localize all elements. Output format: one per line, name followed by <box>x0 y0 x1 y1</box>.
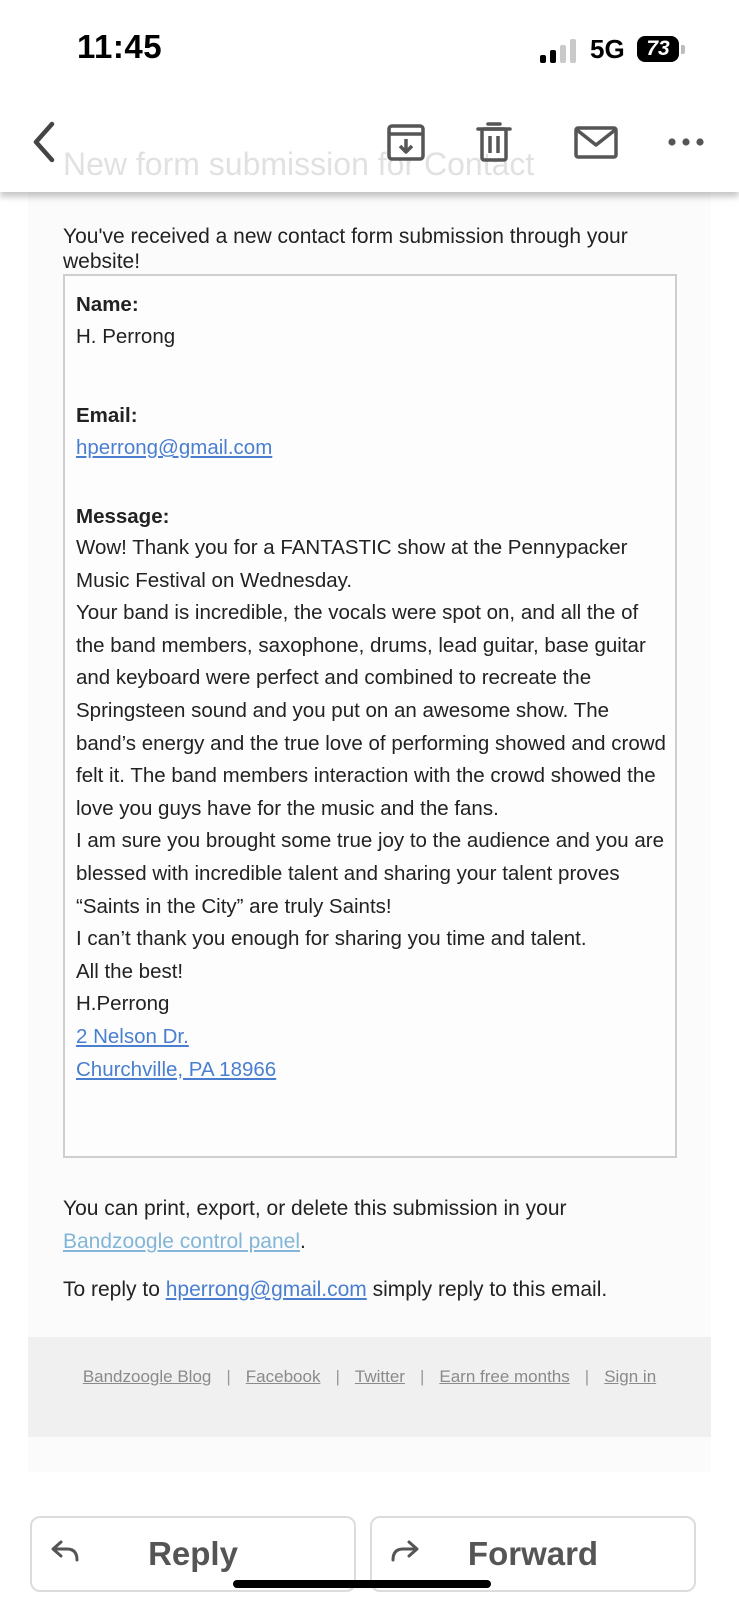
trash-icon[interactable] <box>470 118 518 166</box>
email-label: Email: <box>76 404 138 427</box>
footer-separator: | <box>419 1367 425 1386</box>
more-icon[interactable] <box>662 118 710 166</box>
reply-note-prefix: To reply to <box>63 1278 166 1301</box>
battery-icon <box>637 36 685 62</box>
reply-note-suffix: simply reply to this email. <box>366 1278 608 1301</box>
message-label: Message: <box>76 505 170 528</box>
message-line: Your band is incredible, the vocals were spot on, and all the of the band members, saxophone, drums, lead guitar, base guitar and keyboard were perfect and combined to recreate the Springsteen sound and you put on an awesome show. The band’s energy and the true love of performing showed and crowd felt it. The band members interaction with the crowd showed the love you guys have for the music and the fans. <box>76 601 666 820</box>
forward-label: Forward <box>467 1535 599 1572</box>
print-note-suffix: . <box>300 1230 306 1253</box>
email-toolbar <box>0 100 739 192</box>
intro-text: You've received a new contact form submission through your website! <box>63 225 628 273</box>
footer-link-blog[interactable]: Bandzoogle Blog <box>82 1367 212 1386</box>
address-link-line2[interactable]: Churchville, PA 18966 <box>76 1057 277 1081</box>
control-panel-link[interactable]: Bandzoogle control panel <box>63 1230 301 1253</box>
reply-label: Reply <box>148 1535 238 1572</box>
message-line: I am sure you brought some true joy to the audience and you are blessed with incredible talent and sharing your talent proves “Saints in the City” are truly Saints! <box>76 829 665 918</box>
footer-link-sign-in[interactable]: Sign in <box>604 1367 657 1386</box>
address-link-line1[interactable]: 2 Nelson Dr. <box>76 1024 189 1048</box>
sender-email-link[interactable]: hperrong@gmail.com <box>76 436 273 459</box>
status-time: 11:45 <box>77 28 163 65</box>
message-body <box>76 532 666 1086</box>
back-arrow-icon[interactable] <box>22 118 70 166</box>
message-line: H.Perrong <box>76 992 170 1016</box>
message-line: I can’t thank you enough for sharing you time and talent. <box>76 927 587 951</box>
message-line: Wow! Thank you for a FANTASTIC show at the Pennypacker Music Festival on Wednesday. <box>76 536 628 592</box>
archive-icon[interactable] <box>382 118 430 166</box>
network-type: 5G <box>590 34 625 64</box>
footer-separator: | <box>584 1367 590 1386</box>
footer-link-facebook[interactable]: Facebook <box>245 1367 321 1386</box>
reply-email-link[interactable]: hperrong@gmail.com <box>165 1278 367 1301</box>
footer-link-twitter[interactable]: Twitter <box>354 1367 405 1386</box>
submission-box <box>63 274 677 1158</box>
print-note <box>63 1192 683 1258</box>
footer-separator: | <box>226 1367 231 1386</box>
footer-separator: | <box>335 1367 340 1386</box>
footer-link-earn-free-months[interactable]: Earn free months <box>439 1367 570 1386</box>
name-value: H. Perrong <box>76 325 176 348</box>
battery-level: 73 <box>646 37 670 60</box>
mail-icon[interactable] <box>572 118 620 166</box>
signal-icon <box>540 39 580 63</box>
status-bar <box>0 0 739 100</box>
email-body <box>28 192 711 1472</box>
print-note-text: You can print, export, or delete this submission in your <box>63 1197 567 1220</box>
home-indicator[interactable] <box>233 1580 491 1588</box>
email-footer <box>28 1337 711 1437</box>
name-label: Name: <box>76 293 139 316</box>
email-subject: New form submission for Contact <box>63 146 535 182</box>
reply-note <box>63 1275 703 1305</box>
message-line: All the best! <box>76 959 184 983</box>
